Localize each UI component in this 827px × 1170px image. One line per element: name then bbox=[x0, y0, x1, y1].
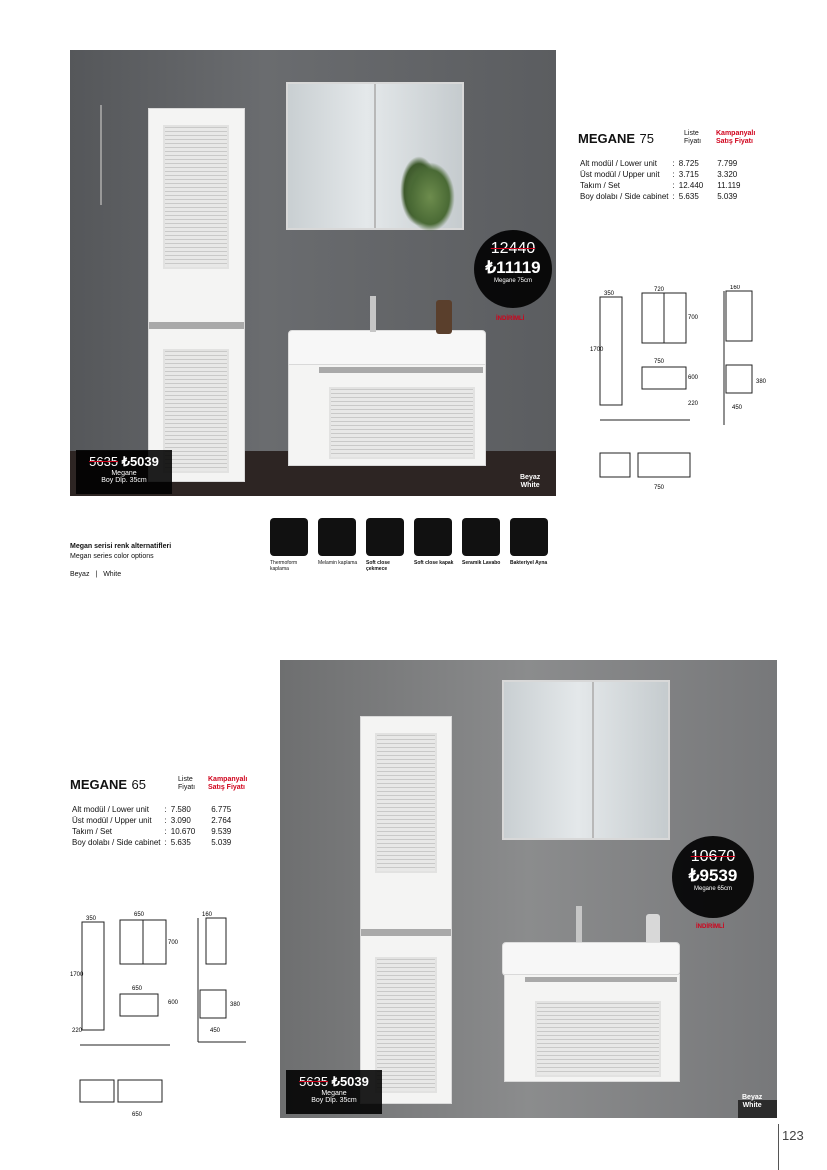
dim-h4: 600 bbox=[688, 375, 699, 381]
dim-h5: 220 bbox=[688, 401, 699, 407]
row-campaign: 11.119 bbox=[717, 181, 741, 190]
price-rows bbox=[70, 804, 233, 848]
product1-price-table bbox=[578, 130, 778, 202]
feature-melamine bbox=[318, 518, 362, 566]
dim-side-w: 350 bbox=[604, 291, 615, 297]
dim-top-off: 160 bbox=[730, 285, 741, 291]
set-list-price: 12440 bbox=[490, 240, 536, 257]
discount-label: İNDİRİMLİ bbox=[496, 316, 525, 322]
page-number-divider bbox=[778, 1124, 779, 1170]
dim-w-top: 720 bbox=[654, 287, 665, 293]
row-label: Takım / Set bbox=[72, 827, 113, 836]
set-caption: Megane 65cm bbox=[693, 886, 733, 892]
row-list: 12.440 bbox=[678, 181, 704, 190]
color-tag-tr: Beyaz bbox=[520, 474, 541, 481]
row-sep: : bbox=[164, 805, 167, 814]
row-sep: : bbox=[672, 159, 675, 168]
dim-h2: 1700 bbox=[590, 347, 604, 353]
product1-photo bbox=[70, 50, 556, 496]
row-label: Boy dolabı / Side cabinet bbox=[72, 838, 161, 847]
set-price-badge bbox=[474, 230, 552, 322]
row-campaign: 7.799 bbox=[717, 159, 738, 168]
row-sep: : bbox=[164, 816, 167, 825]
table-row bbox=[578, 180, 743, 191]
set-list-price: 10670 bbox=[690, 848, 736, 865]
set-campaign-price: ₺9539 bbox=[688, 866, 738, 885]
feature-label: Melamin kaplama bbox=[318, 560, 358, 566]
color-options-title-tr: Megan serisi renk alternatifleri bbox=[70, 543, 172, 550]
washbasin bbox=[502, 942, 680, 976]
feature-mirror bbox=[510, 518, 554, 566]
dim-depth: 450 bbox=[210, 1028, 221, 1034]
soft-close-door-icon bbox=[414, 518, 452, 556]
set-price-badge bbox=[672, 836, 754, 930]
row-campaign: 5.039 bbox=[211, 838, 232, 847]
dim-top-off: 160 bbox=[202, 912, 213, 918]
side-caption-1: Megane bbox=[321, 1090, 347, 1097]
feature-label: Soft close çekmece bbox=[366, 560, 390, 572]
row-sep: : bbox=[164, 827, 167, 836]
faucet bbox=[370, 296, 376, 332]
ceramic-basin-icon bbox=[462, 518, 500, 556]
product2-size: 65 bbox=[131, 777, 146, 792]
color-tag bbox=[742, 1094, 762, 1110]
feature-soft-close-door bbox=[414, 518, 458, 566]
wall-lamp bbox=[70, 105, 102, 205]
row-label: Üst modül / Upper unit bbox=[580, 170, 660, 179]
color-options-title-en: Megan series color options bbox=[70, 553, 154, 560]
feature-label: Bakteriyel Ayna bbox=[510, 560, 548, 566]
dim-h3: 380 bbox=[756, 379, 767, 385]
row-label: Alt modül / Lower unit bbox=[72, 805, 149, 814]
color-tag bbox=[520, 474, 540, 490]
dim-w-bottom: 750 bbox=[654, 359, 665, 365]
row-sep: : bbox=[164, 838, 167, 847]
row-sep: : bbox=[672, 181, 675, 190]
color-tag-tr: Beyaz bbox=[742, 1094, 763, 1101]
color-white-tr: Beyaz bbox=[70, 571, 90, 578]
dim-h1: 700 bbox=[688, 315, 699, 321]
faucet bbox=[576, 906, 582, 946]
side-cabinet bbox=[360, 716, 452, 1104]
soap-bottle bbox=[436, 300, 452, 334]
product2-technical-drawing bbox=[70, 910, 250, 1125]
row-list: 5.635 bbox=[170, 838, 191, 847]
feature-thermoform bbox=[270, 518, 314, 572]
feature-soft-close-drawer bbox=[366, 518, 410, 572]
feature-label: Seramik Lavabo bbox=[462, 560, 501, 566]
feature-icons bbox=[270, 518, 570, 598]
col-campaign-header: Kampanyalı Satış Fiyatı bbox=[208, 776, 248, 791]
dim-w-top: 650 bbox=[134, 912, 145, 918]
row-list: 8.725 bbox=[678, 159, 699, 168]
row-label: Boy dolabı / Side cabinet bbox=[580, 192, 669, 201]
side-list-price: 5635 bbox=[299, 1074, 329, 1089]
col-list-header: Liste Fiyatı bbox=[178, 776, 196, 791]
mirror-icon bbox=[510, 518, 548, 556]
dim-h2: 1700 bbox=[70, 972, 84, 978]
dim-depth: 450 bbox=[732, 405, 743, 411]
table-row bbox=[70, 837, 233, 848]
color-tag-en: White bbox=[742, 1102, 762, 1109]
row-list: 10.670 bbox=[170, 827, 196, 836]
dim-h1: 700 bbox=[168, 940, 179, 946]
feature-label: Soft close kapak bbox=[414, 560, 454, 566]
side-campaign-price: ₺5039 bbox=[121, 454, 159, 469]
table-row bbox=[70, 804, 233, 815]
dim-side-w: 350 bbox=[86, 916, 97, 922]
plant bbox=[405, 162, 455, 232]
col-list-header: Liste Fiyatı bbox=[684, 130, 702, 145]
side-list-price: 5635 bbox=[89, 454, 119, 469]
side-campaign-price: ₺5039 bbox=[331, 1074, 369, 1089]
product1-technical-drawing bbox=[590, 285, 780, 495]
lower-unit bbox=[288, 364, 486, 466]
product1-size: 75 bbox=[639, 131, 654, 146]
color-white-en: White bbox=[103, 571, 122, 578]
price-rows bbox=[578, 158, 743, 202]
washbasin bbox=[288, 330, 486, 366]
side-cabinet bbox=[148, 108, 245, 482]
row-label: Alt modül / Lower unit bbox=[580, 159, 657, 168]
row-label: Takım / Set bbox=[580, 181, 621, 190]
feature-ceramic-basin bbox=[462, 518, 506, 566]
row-sep: : bbox=[672, 170, 675, 179]
color-options bbox=[70, 542, 171, 580]
set-caption: Megane 75cm bbox=[493, 278, 533, 284]
page-number: 123 bbox=[782, 1128, 804, 1143]
row-list: 5.635 bbox=[678, 192, 699, 201]
row-campaign: 5.039 bbox=[717, 192, 738, 201]
row-list: 3.715 bbox=[678, 170, 699, 179]
melamine-icon bbox=[318, 518, 356, 556]
feature-label: Thermoform kaplama bbox=[270, 560, 298, 572]
side-caption-1: Megane bbox=[111, 470, 137, 477]
dim-h5: 220 bbox=[72, 1028, 83, 1034]
dim-w-plan: 650 bbox=[132, 1112, 143, 1118]
lower-unit bbox=[504, 974, 680, 1082]
table-row bbox=[70, 826, 233, 837]
discount-label: İNDİRİMLİ bbox=[696, 924, 725, 930]
product2-price-table bbox=[70, 776, 270, 848]
product2-title: MEGANE bbox=[70, 777, 128, 792]
product1-title: MEGANE bbox=[578, 131, 636, 146]
side-cabinet-price-box bbox=[76, 450, 172, 494]
dim-h4: 600 bbox=[168, 1000, 179, 1006]
row-label: Üst modül / Upper unit bbox=[72, 816, 152, 825]
row-sep: : bbox=[672, 192, 675, 201]
row-list: 7.580 bbox=[170, 805, 191, 814]
table-row bbox=[70, 815, 233, 826]
dim-w-plan: 750 bbox=[654, 485, 665, 491]
col-campaign-header: Kampanyalı Satış Fiyatı bbox=[716, 130, 756, 145]
mirror-cabinet bbox=[502, 680, 670, 840]
row-campaign: 3.320 bbox=[717, 170, 738, 179]
table-row bbox=[578, 191, 743, 202]
soft-close-drawer-icon bbox=[366, 518, 404, 556]
dim-w-bottom: 650 bbox=[132, 986, 143, 992]
row-campaign: 2.764 bbox=[211, 816, 232, 825]
row-campaign: 6.775 bbox=[211, 805, 232, 814]
set-campaign-price: ₺11119 bbox=[485, 258, 541, 277]
table-row bbox=[578, 169, 743, 180]
product2-photo bbox=[280, 660, 777, 1118]
dim-h3: 380 bbox=[230, 1002, 241, 1008]
row-campaign: 9.539 bbox=[211, 827, 232, 836]
color-tag-en: White bbox=[520, 482, 540, 489]
side-cabinet-price-box bbox=[286, 1070, 382, 1114]
color-option-white: Beyaz | White bbox=[70, 571, 122, 578]
table-row bbox=[578, 158, 743, 169]
thermoform-icon bbox=[270, 518, 308, 556]
side-caption-2: Boy Dlp. 35cm bbox=[101, 477, 147, 484]
row-list: 3.090 bbox=[170, 816, 191, 825]
side-caption-2: Boy Dlp. 35cm bbox=[311, 1097, 357, 1104]
